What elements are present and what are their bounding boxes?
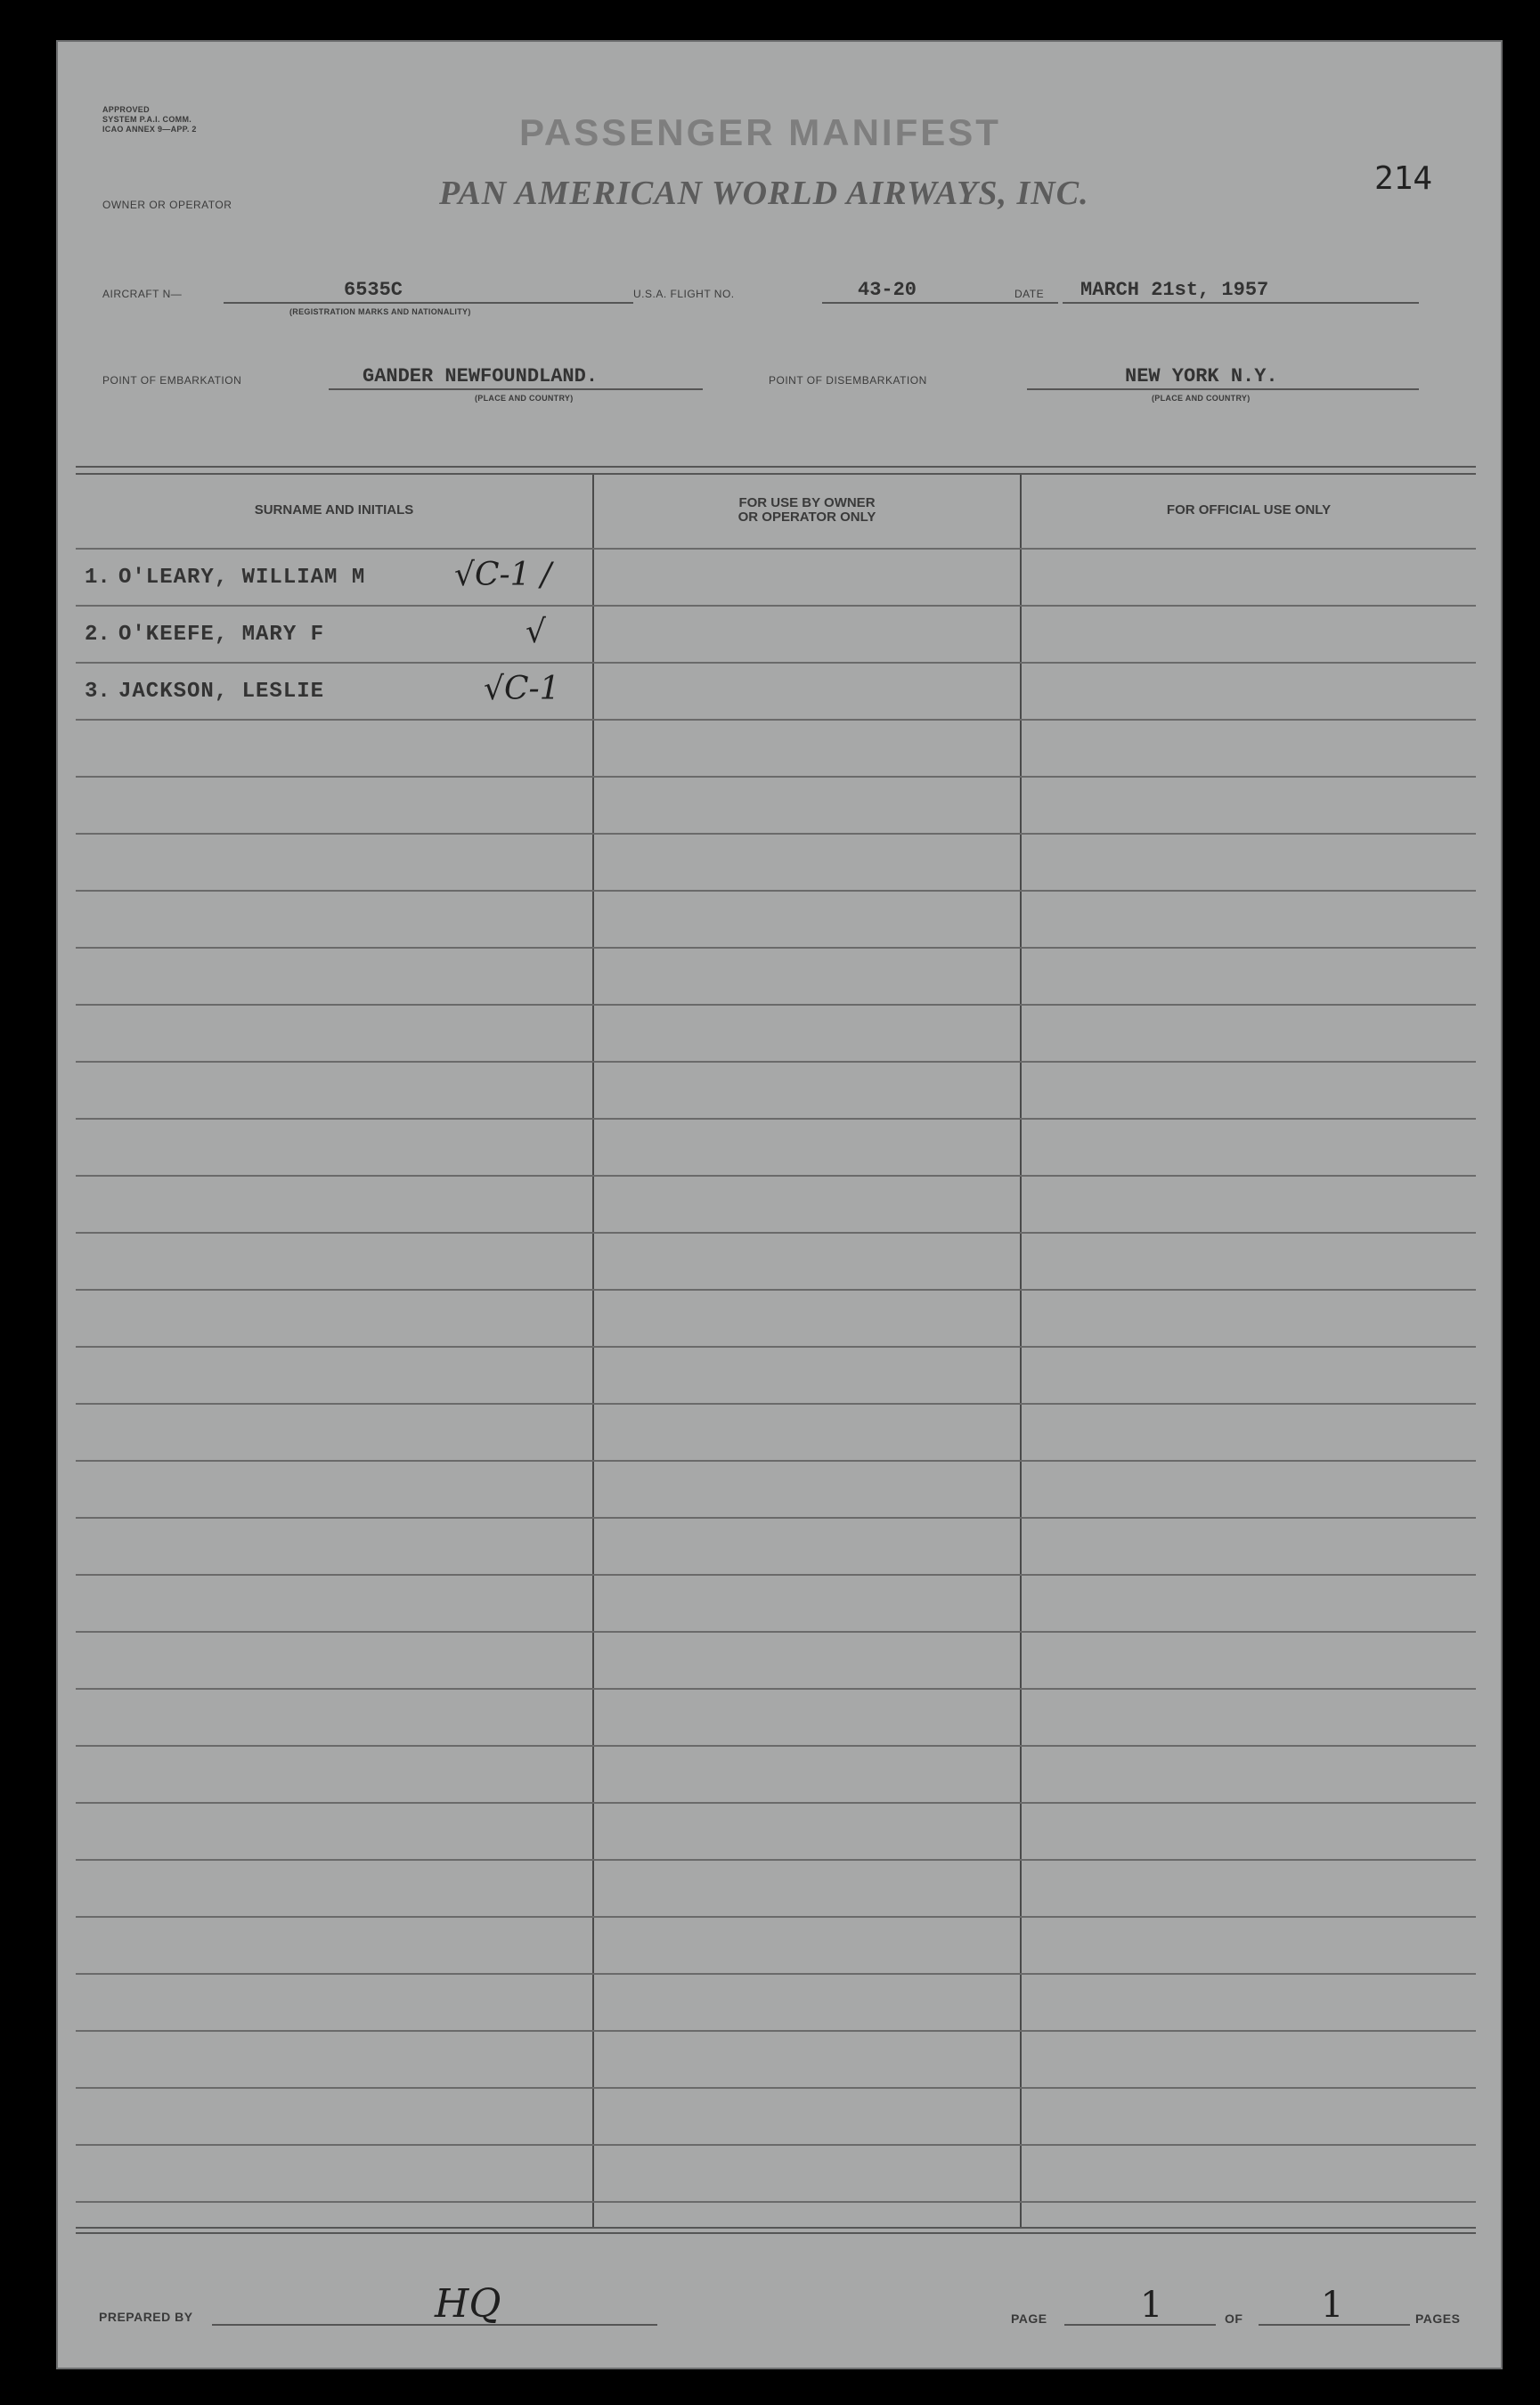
table-row — [76, 1460, 1476, 1517]
check-mark: √C-1 / — [454, 557, 552, 593]
table-row — [76, 2201, 1476, 2258]
embarkation-sublabel: (PLACE AND COUNTRY) — [475, 394, 574, 403]
header-surname: SURNAME AND INITIALS — [254, 502, 414, 518]
table-row — [76, 1118, 1476, 1175]
table-row — [76, 833, 1476, 890]
page-number: 214 — [1374, 160, 1433, 197]
table-row — [76, 776, 1476, 833]
table-row — [76, 719, 1476, 776]
approval-stamp: APPROVED SYSTEM P.A.I. COMM. ICAO ANNEX 9—APP. 2 — [102, 105, 197, 134]
table-bottom-rule-2 — [76, 2232, 1476, 2234]
table-bottom-rule — [76, 2227, 1476, 2229]
table-row — [76, 662, 1476, 719]
embarkation-label: POINT OF EMBARKATION — [102, 374, 242, 387]
row-number: 2. — [85, 623, 110, 647]
date-value: MARCH 21st, 1957 — [1080, 279, 1269, 301]
pages-label: PAGES — [1415, 2311, 1461, 2326]
header-official-use: FOR OFFICIAL USE ONLY — [1166, 502, 1332, 518]
disembarkation-sublabel: (PLACE AND COUNTRY) — [1152, 394, 1251, 403]
table-row — [76, 1574, 1476, 1631]
passenger-rows — [76, 548, 1476, 2258]
table-top-rule-2 — [76, 473, 1476, 475]
disembarkation-value: NEW YORK N.Y. — [1125, 365, 1278, 387]
table-row — [76, 1232, 1476, 1289]
table-row — [76, 1631, 1476, 1688]
disembarkation-label: POINT OF DISEMBARKATION — [769, 374, 927, 387]
passenger-name: O'LEARY, WILLIAM M — [118, 566, 366, 590]
table-row — [76, 1175, 1476, 1232]
passenger-name: JACKSON, LESLIE — [118, 680, 325, 704]
table-row — [76, 1916, 1476, 1973]
passenger-name: O'KEEFE, MARY F — [118, 623, 325, 647]
table-top-rule — [76, 466, 1476, 468]
table-row — [76, 890, 1476, 947]
signature: HQ — [435, 2281, 501, 2327]
row-number: 1. — [85, 566, 110, 590]
table-row — [76, 605, 1476, 662]
table-row — [76, 1973, 1476, 2030]
flight-label: U.S.A. FLIGHT NO. — [633, 288, 735, 300]
prepared-by-field — [212, 2281, 657, 2327]
row-number: 3. — [85, 680, 110, 704]
table-row — [76, 1517, 1476, 1574]
table-row — [76, 2030, 1476, 2087]
embarkation-value: GANDER NEWFOUNDLAND. — [363, 365, 599, 387]
page-label: PAGE — [1011, 2311, 1047, 2326]
table-row — [76, 2087, 1476, 2144]
aircraft-value: 6535C — [344, 279, 403, 301]
form-title: PASSENGER MANIFEST — [519, 111, 1001, 153]
embarkation-field — [329, 365, 703, 390]
table-row — [76, 1289, 1476, 1346]
aircraft-sublabel: (REGISTRATION MARKS AND NATIONALITY) — [289, 307, 471, 316]
pages-value: 1 — [1321, 2285, 1344, 2326]
aircraft-label: AIRCRAFT N— — [102, 288, 183, 300]
passenger-table — [76, 466, 1476, 2234]
page-field — [1064, 2285, 1216, 2326]
disembarkation-field — [1027, 365, 1419, 390]
table-row — [76, 1004, 1476, 1061]
table-row — [76, 548, 1476, 605]
date-field — [1063, 279, 1419, 304]
table-row — [76, 1859, 1476, 1916]
table-row — [76, 1745, 1476, 1802]
of-label: OF — [1225, 2311, 1243, 2326]
page-value: 1 — [1140, 2285, 1163, 2326]
aircraft-field — [224, 279, 633, 304]
table-row — [76, 947, 1476, 1004]
table-row — [76, 1061, 1476, 1118]
table-row — [76, 1403, 1476, 1460]
header-owner-use: FOR USE BY OWNER OR OPERATOR ONLY — [737, 495, 876, 525]
table-row — [76, 1688, 1476, 1745]
check-mark: √ — [526, 614, 546, 650]
table-row — [76, 1346, 1476, 1403]
manifest-sheet — [56, 40, 1503, 2369]
pages-field — [1259, 2285, 1410, 2326]
flight-value: 43-20 — [858, 279, 917, 301]
owner-label: OWNER OR OPERATOR — [102, 199, 232, 211]
prepared-by-label: PREPARED BY — [99, 2310, 193, 2324]
check-mark: √C-1 — [484, 671, 560, 707]
table-row — [76, 2144, 1476, 2201]
date-label: DATE — [1014, 288, 1045, 300]
table-row — [76, 1802, 1476, 1859]
operator-name: PAN AMERICAN WORLD AIRWAYS, INC. — [439, 175, 1089, 212]
